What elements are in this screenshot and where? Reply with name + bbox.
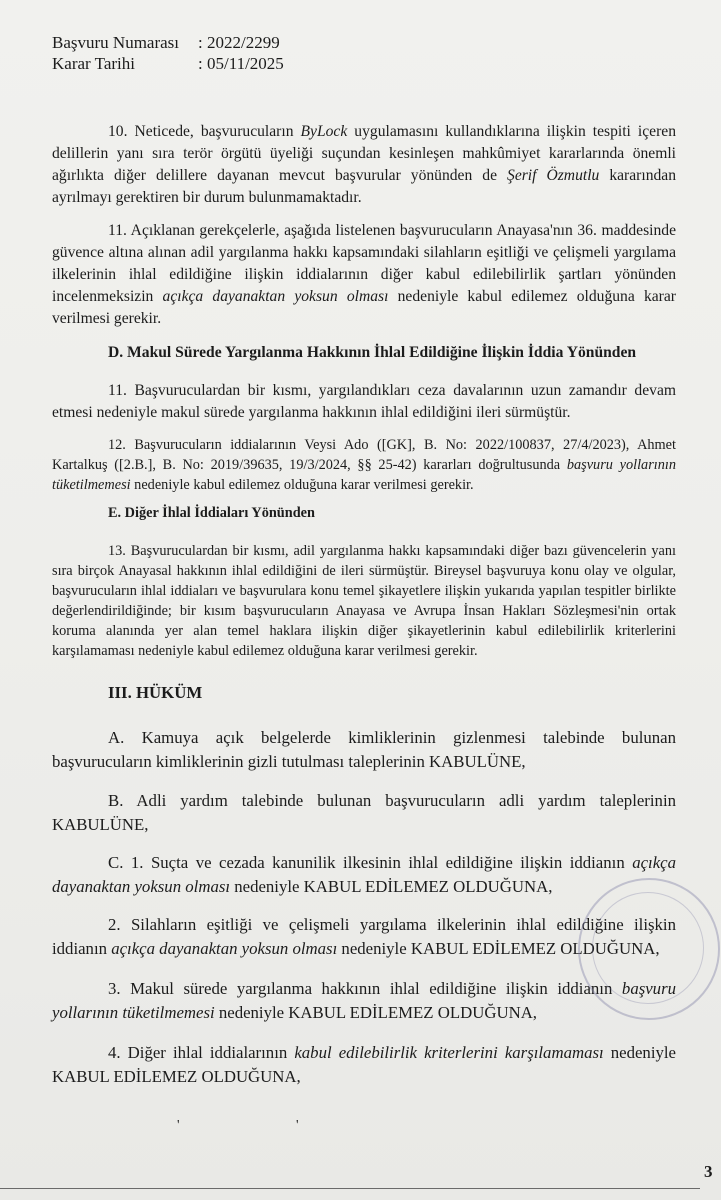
c1-italic: açıkça dayanaktan yoksun olması <box>52 853 676 896</box>
c1-text-2: nedeniyle KABUL EDİLEMEZ OLDUĞUNA, <box>230 877 553 896</box>
p10-italic-case: Şerif Özmutlu <box>507 167 600 184</box>
c3-text-1: 3. Makul sürede yargılanma hakkının ihlal edildiğine ilişkin iddianın <box>108 979 622 998</box>
verdict-c1 <box>52 851 676 899</box>
paragraph-11a <box>52 220 676 330</box>
paragraph-10 <box>52 121 676 209</box>
c3-text-2: nedeniyle KABUL EDİLEMEZ OLDUĞUNA, <box>214 1003 538 1022</box>
p10-text-3: kararından ayrılmayı gerektiren bir durum bulunmamaktadır. <box>52 167 677 206</box>
section-d-heading: D. Makul Sürede Yargılanma Hakkının İhlal Edildiğine İlişkin İddia Yönünden <box>108 344 637 361</box>
p11a-text-1: 11. Açıklanan gerekçelerle, aşağıda listelenen başvurucuların Anayasa'nın 36. maddesinde güvence altına alınan adil yargılanma hakkı kapsamındaki silahların eşitliği ve çelişmeli yargılama ilkelerinin ihlal edildiğine ilişkin iddialarının diğer kabul edilebilirlik şartları yönünden incelenmeksizin <box>52 222 676 305</box>
decision-date-label: Karar Tarihi <box>52 54 135 73</box>
application-number-value: : 2022/2299 <box>198 33 280 52</box>
p12-italic: başvuru yollarının tüketilmemesi <box>52 457 676 493</box>
p10-italic-bylock: ByLock <box>300 123 348 140</box>
p11a-text-2: nedeniyle kabul edilemez olduğuna karar verilmesi gerekir. <box>52 288 676 327</box>
court-seal-inner-ring <box>592 892 704 1004</box>
footer-rule <box>0 1188 700 1189</box>
verdict-c3 <box>52 977 676 1025</box>
application-number-row <box>52 33 280 53</box>
p11a-italic: açıkça dayanaktan yoksun olması <box>162 288 389 305</box>
page-number: 3 <box>704 1162 713 1181</box>
verdict-c4 <box>52 1041 676 1089</box>
p12-text-2: nedeniyle kabul edilemez olduğuna karar verilmesi gerekir. <box>130 477 474 493</box>
decision-date-value: : 05/11/2025 <box>198 54 284 73</box>
c2-text-1: 2. Silahların eşitliği ve çelişmeli yargılama ilkelerinin ihlal edildiğine ilişkin iddianın <box>52 915 676 958</box>
p10-text-1: 10. Neticede, başvurucuların <box>108 123 301 140</box>
c4-text-1: 4. Diğer ihlal iddialarının <box>108 1043 295 1062</box>
p10-text-2: uygulamasını kullandıklarına ilişkin tespiti içeren delillerin yanı sıra terör örgütü üyeliği suçundan kesinleşen mahkûmiyet kararlarında önemli ağırlıkta diğer delillere dayanan mevcut başvurular yönünden de <box>52 123 676 184</box>
p12-text-1: 12. Başvurucuların iddialarının Veysi Ado ([GK], B. No: 2022/100837, 27/4/2023), Ahmet Kartalkuş ([2.B.], B. No: 2019/39635, 19/3/2024, §§ 25-42) kararları doğrultusunda <box>52 437 676 473</box>
c2-italic: açıkça dayanaktan yoksun olması <box>111 939 338 958</box>
c4-italic: kabul edilebilirlik kriterlerini karşılamaması <box>294 1043 604 1062</box>
paragraph-12 <box>52 435 676 495</box>
verdict-a: A. Kamuya açık belgelerde kimliklerinin gizlenmesi talebinde bulunan başvurucuların kimliklerinin gizli tutulması taleplerinin KABULÜNE, <box>52 728 676 771</box>
c2-text-2: nedeniyle KABUL EDİLEMEZ OLDUĞUNA, <box>337 939 660 958</box>
decision-date-row <box>52 54 284 74</box>
stray-mark-1: ' <box>177 1118 180 1133</box>
verdict-heading: III. HÜKÜM <box>108 683 203 702</box>
c3-italic: başvuru yollarının tüketilmemesi <box>52 979 676 1022</box>
application-number-label: Başvuru Numarası <box>52 33 180 52</box>
paragraph-13: 13. Başvuruculardan bir kısmı, adil yargılanma hakkı kapsamındaki diğer bazı güvencelerin yanı sıra birçok Anayasal hakkının ihlal edildiğini de ileri sürmüştür. Bireysel başvuruya konu olay ve olgular, başvurucuların ihlal iddiaları ve başvurulara konu temel şikayetlere ilişkin yukarıda yapılan tespitler birlikte değerlendirildiğinde; bir kısım başvurucuların Anayasa ve Avrupa İnsan Hakları Sözleşmesi'nin ortak koruma alanında yer alan temel haklara ilişkin diğer şikayetlerinin kabul edilebilirlik kriterlerini karşılamaması nedeniyle kabul edilemez olduğuna karar verilmesi gerekir. <box>52 543 676 659</box>
section-e-heading: E. Diğer İhlal İddiaları Yönünden <box>108 505 315 521</box>
court-seal-stamp <box>578 878 720 1020</box>
verdict-b: B. Adli yardım talebinde bulunan başvurucuların adli yardım taleplerinin KABULÜNE, <box>52 791 676 834</box>
stray-mark-2: ' <box>296 1118 299 1133</box>
paragraph-11b: 11. Başvuruculardan bir kısmı, yargılandıkları ceza davalarının uzun zamandır devam etmesi nedeniyle makul sürede yargılanma hakkının ihlal edildiğini ileri sürmüştür. <box>52 382 676 421</box>
c1-text-1: C. 1. Suçta ve cezada kanunilik ilkesinin ihlal edildiğine ilişkin iddianın <box>108 853 633 872</box>
c4-text-2: nedeniyle KABUL EDİLEMEZ OLDUĞUNA, <box>52 1043 676 1086</box>
